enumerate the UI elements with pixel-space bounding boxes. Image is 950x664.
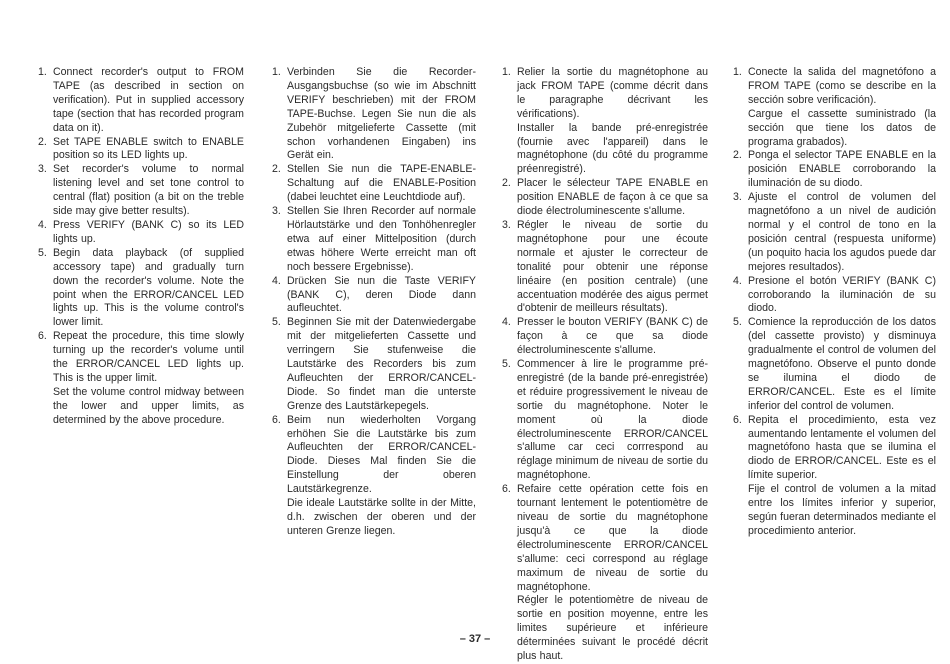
item-text: Ajuste el control de volumen del magnetófono a un nivel de audición normal y el control de tono en la posición central (respuesta uniforme) (un poquito hacia los agudos puede dar mejores resultados). xyxy=(748,191,936,273)
list-item xyxy=(38,219,244,247)
item-number: 4. xyxy=(733,274,742,287)
item-number: 3. xyxy=(272,205,281,218)
item-number: 1. xyxy=(38,66,47,78)
list-item xyxy=(38,66,244,136)
item-text: Conecte la salida del magnetófono a FROM TAPE (como se describe en la sección sobre verificación). Cargue el cassette suministrado (la sección que tiene los datos de programa grabados). xyxy=(748,66,936,148)
item-number: 5. xyxy=(38,246,47,259)
item-text: Stellen Sie nun die TAPE-ENABLE-Schaltung auf die ENABLE-Position (dabei leuchtet eine Leuchtdiode auf). xyxy=(287,163,476,204)
list-item xyxy=(272,316,476,413)
instruction-list-french xyxy=(502,66,708,664)
item-text: Refaire cette opération cette fois en tournant lentement le potentiomètre de niveau de sortie du magnétophone jusqu'à ce que la diode électroluminescente ERROR/CANCEL s'allume: ceci correspond au réglage maximum de niveau de sortie du magnétophone. Régler le potentiomètre de niveau de sortie en position moyenne, entre les limites supérieure et inférieure déterminées suivant le procédé décrit plus haut. xyxy=(517,483,708,663)
item-number: 1. xyxy=(733,66,742,78)
item-number: 6. xyxy=(272,413,281,426)
item-text: Verbinden Sie die Recorder-Ausgangsbuchse (so wie im Abschnitt VERIFY beschrieben) mit der FROM TAPE-Buchse. Legen Sie nun die als Zubehör mitgelieferte Cassette (mit schon vorhandenen Eingaben) ins Gerät ein. xyxy=(287,66,476,162)
instruction-list-german xyxy=(272,66,476,539)
column-spanish xyxy=(733,66,936,539)
list-item xyxy=(733,414,936,539)
item-text: Presser le bouton VERIFY (BANK C) de façon à ce que sa diode électroluminescente s'allume. xyxy=(517,316,708,357)
instruction-list-english xyxy=(38,66,244,428)
list-item xyxy=(272,205,476,275)
item-number: 1. xyxy=(502,66,511,78)
item-text: Drücken Sie nun die Taste VERIFY (BANK C), deren Diode dann aufleuchtet. xyxy=(287,274,476,315)
item-text: Commencer à lire le programme pré-enregistré (de la bande pré-enregistrée) et réduire progressivement le niveau de sortie du magnétophone. Noter le moment où la diode électroluminescente ERROR/CANCEL s'allume car ceci corrrespond au réglage minimum de niveau de sortie du magnétophone. xyxy=(517,358,708,482)
item-number: 3. xyxy=(502,218,511,231)
column-german xyxy=(272,66,476,539)
item-text: Relier la sortie du magnétophone au jack FROM TAPE (comme décrit dans le paragraphe décrivant les vérifications). Installer la bande pré-enregistrée (fournie avec l'appareil) dans le magnétophone (du côté du programme préenregistré). xyxy=(517,66,708,176)
list-item xyxy=(38,136,244,164)
list-item xyxy=(272,66,476,163)
item-number: 1. xyxy=(272,66,281,78)
list-item xyxy=(38,163,244,219)
list-item xyxy=(733,191,936,274)
column-english xyxy=(38,66,244,428)
item-number: 5. xyxy=(272,316,281,329)
list-item xyxy=(272,414,476,539)
item-number: 2. xyxy=(733,149,742,162)
list-item xyxy=(733,149,936,191)
item-text: Presione el botón VERIFY (BANK C) corroborando la iluminación de su diodo. xyxy=(748,274,936,315)
item-number: 5. xyxy=(502,358,511,371)
list-item xyxy=(733,316,936,413)
page-number: – 37 – xyxy=(459,633,491,645)
list-item xyxy=(502,66,708,177)
item-number: 6. xyxy=(733,413,742,426)
list-item xyxy=(733,275,936,317)
item-text: Set recorder's volume to normal listening level and set tone control to central (flat) position (a bit on the treble side may give better results). xyxy=(53,163,244,218)
item-number: 3. xyxy=(733,191,742,204)
instruction-list-spanish xyxy=(733,66,936,539)
item-text: Begin data playback (of supplied accessory tape) and gradually turn down the recorder's volume. Note the point when the ERROR/CANCEL LED lights up. This is the volume control's lower limit. xyxy=(53,246,244,329)
item-number: 4. xyxy=(38,218,47,231)
item-number: 3. xyxy=(38,163,47,176)
list-item xyxy=(502,219,708,316)
item-text: Repita el procedimiento, esta vez aumentando lentamente el volumen del magnetófono hasta que se ilumina el diodo de ERROR/CANCEL. Este es el límite superior. Fije el control de volumen a la mitad entre los límites inferior y superior, según fueran determinados mediante el procedimiento anterior. xyxy=(748,413,936,537)
item-number: 6. xyxy=(502,483,511,496)
list-item xyxy=(502,316,708,358)
list-item xyxy=(272,163,476,205)
item-text: Set TAPE ENABLE switch to ENABLE position so its LED lights up. xyxy=(53,135,244,162)
item-number: 4. xyxy=(272,274,281,287)
list-item xyxy=(38,247,244,330)
list-item xyxy=(733,66,936,149)
item-text: Ponga el selector TAPE ENABLE en la posición ENABLE corroborando la iluminación de su diodo. xyxy=(748,149,936,190)
item-text: Connect recorder's output to FROM TAPE (as described in section on verification). Put in supplied accessory tape (section that has recorded program data on it). xyxy=(53,66,244,134)
item-text: Repeat the procedure, this time slowly turning up the recorder's volume until the ERROR/CANCEL LED lights up. This is the upper limit. Set the volume control midway between the lower and upper limits, as determined by the above procedure. xyxy=(53,330,244,426)
item-number: 4. xyxy=(502,316,511,329)
item-text: Press VERIFY (BANK C) so its LED lights up. xyxy=(53,218,244,245)
item-number: 2. xyxy=(38,135,47,148)
item-number: 5. xyxy=(733,316,742,329)
item-text: Régler le niveau de sortie du magnétophone pour une écoute normale et ajuster le correcteur de tonalité pour obtenir une réponse linéaire (en position centrale) (une accentuation modérée des aigus permet d'obtenir de meilleurs résultats). xyxy=(517,218,708,315)
column-french xyxy=(502,66,708,664)
list-item xyxy=(272,275,476,317)
list-item xyxy=(38,330,244,427)
item-text: Beim nun wiederholten Vorgang erhöhen Sie die Lautstärke bis zum Aufleuchten der ERROR/CANCEL-Diode. Dieses Mal finden Sie die Einstellung der oberen Lautstärkegrenze. Die ideale Lautstärke sollte in der Mitte, d.h. zwischen der oberen und der unteren Grenze liegen. xyxy=(287,413,476,537)
item-number: 2. xyxy=(272,163,281,176)
item-text: Comience la reproducción de los datos (del cassette provisto) y disminuya gradualmente el control de volumen del magnetófono. Observe el punto donde se ilumina el diodo de ERROR/CANCEL. Este es el límite inferior del control de volumen. xyxy=(748,316,936,412)
item-number: 6. xyxy=(38,330,47,343)
item-text: Stellen Sie Ihren Recorder auf normale Hörlautstärke und den Tonhöhenregler etwa auf einer Mittelposition (durch etwas höhere Werte erreicht man oft noch bessere Ergebnisse). xyxy=(287,205,476,273)
item-text: Beginnen Sie mit der Datenwiedergabe mit der mitgelieferten Cassette und verringern Sie stufenweise die Lautstärke des Recorders bis zum Aufleuchten der ERROR/CANCEL-Diode. So findet man die unterste Grenze des Lautstärkepegels. xyxy=(287,316,476,412)
list-item xyxy=(502,177,708,219)
item-text: Placer le sélecteur TAPE ENABLE en position ENABLE de façon à ce que sa diode électroluminescente s'allume. xyxy=(517,177,708,218)
list-item xyxy=(502,358,708,483)
item-number: 2. xyxy=(502,177,511,190)
